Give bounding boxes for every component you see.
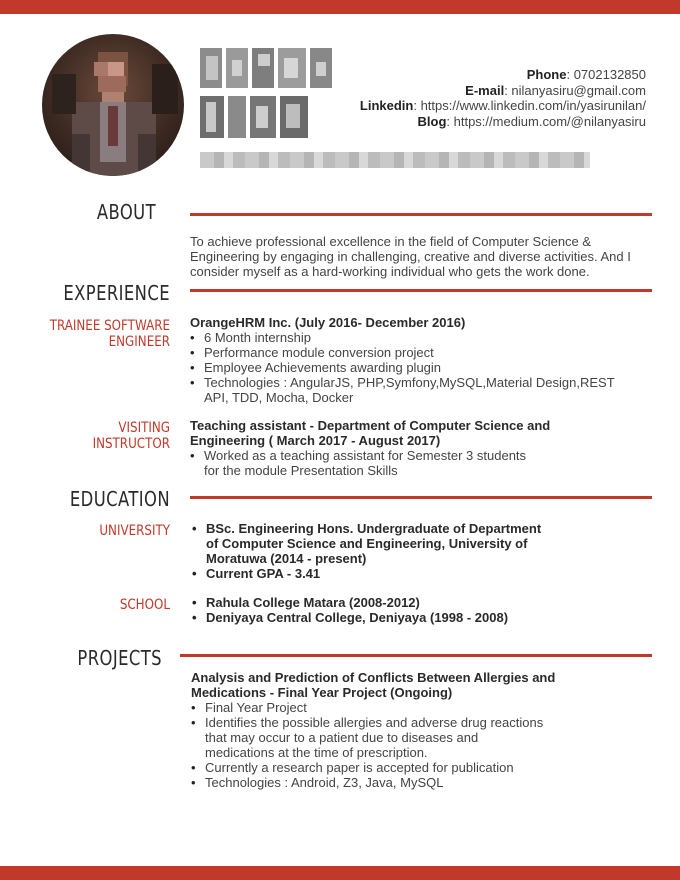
about-rule [190,213,652,216]
projects-title: PROJECTS [77,646,162,670]
job-heading: Teaching assistant - Department of Computer Science and Engineering ( March 2017 - August 2017) [190,418,551,448]
list-item: • Technologies : Android, Z3, Java, MySQL [191,775,551,790]
job-bullets [190,330,630,405]
list-item: • Worked as a teaching assistant for Semester 3 students for the module Presentation Skills [190,448,535,478]
about-text: To achieve professional excellence in the field of Computer Science & Engineering by engaging in challenging, creative and diverse activities. And I consider myself as a hard-working individual who gets the work done. [190,234,631,279]
project-entry [191,670,561,790]
projects-rule [180,654,652,657]
email-row[interactable]: E-mail: nilanyasiru@gmail.com [465,82,646,98]
list-item: • Deniyaya Central College, Deniyaya (1998 - 2008) [192,610,572,625]
bottom-accent-bar [0,866,680,880]
job-heading: OrangeHRM Inc. (July 2016- December 2016) [190,315,466,330]
job-trainee [190,315,630,405]
education-title: EDUCATION [69,487,170,511]
university-label: UNIVERSITY [99,523,170,539]
list-item: • Technologies : AngularJS, PHP,Symfony,MySQL,Material Design,REST API, TDD, Mocha, Docker [190,375,630,405]
subtitle-redacted [200,152,590,168]
experience-title: EXPERIENCE [63,281,170,305]
list-item: • Currently a research paper is accepted for publication [191,760,551,775]
school-list [192,595,572,625]
about-title: ABOUT [96,200,156,224]
project-heading: Analysis and Prediction of Conflicts Between Allergies and Medications - Final Year Project (Ongoing) [191,670,556,700]
linkedin-row[interactable]: Linkedin: https://www.linkedin.com/in/yasirunilan/ [359,98,646,113]
blog-row[interactable]: Blog: https://medium.com/@nilanyasiru [417,113,646,129]
profile-photo [42,34,184,176]
university-list [192,521,542,581]
list-item: • BSc. Engineering Hons. Undergraduate of Department of Computer Science and Engineering, University of Moratuwa (2014 - present) [192,521,542,566]
list-item: • Identifies the possible allergies and adverse drug reactions that may occur to a patient due to diseases and medications at the time of prescription. [191,715,551,760]
job-label-trainee: TRAINEE SOFTWARE ENGINEER [49,318,170,350]
list-item: • Current GPA - 3.41 [192,566,542,581]
list-item: • Employee Achievements awarding plugin [190,360,630,375]
list-item: • Final Year Project [191,700,551,715]
job-bullets [190,448,535,478]
education-rule [190,496,652,499]
school-label: SCHOOL [119,597,170,613]
phone-row: Phone: 0702132850 [526,67,646,82]
project-bullets [191,700,551,790]
contact-block [360,67,646,129]
experience-rule [190,289,652,292]
list-item: • Rahula College Matara (2008-2012) [192,595,572,610]
job-label-instructor: VISITING INSTRUCTOR [92,420,170,452]
list-item: • 6 Month internship [190,330,630,345]
list-item: • Performance module conversion project [190,345,630,360]
top-accent-bar [0,0,680,14]
job-instructor [190,418,610,478]
